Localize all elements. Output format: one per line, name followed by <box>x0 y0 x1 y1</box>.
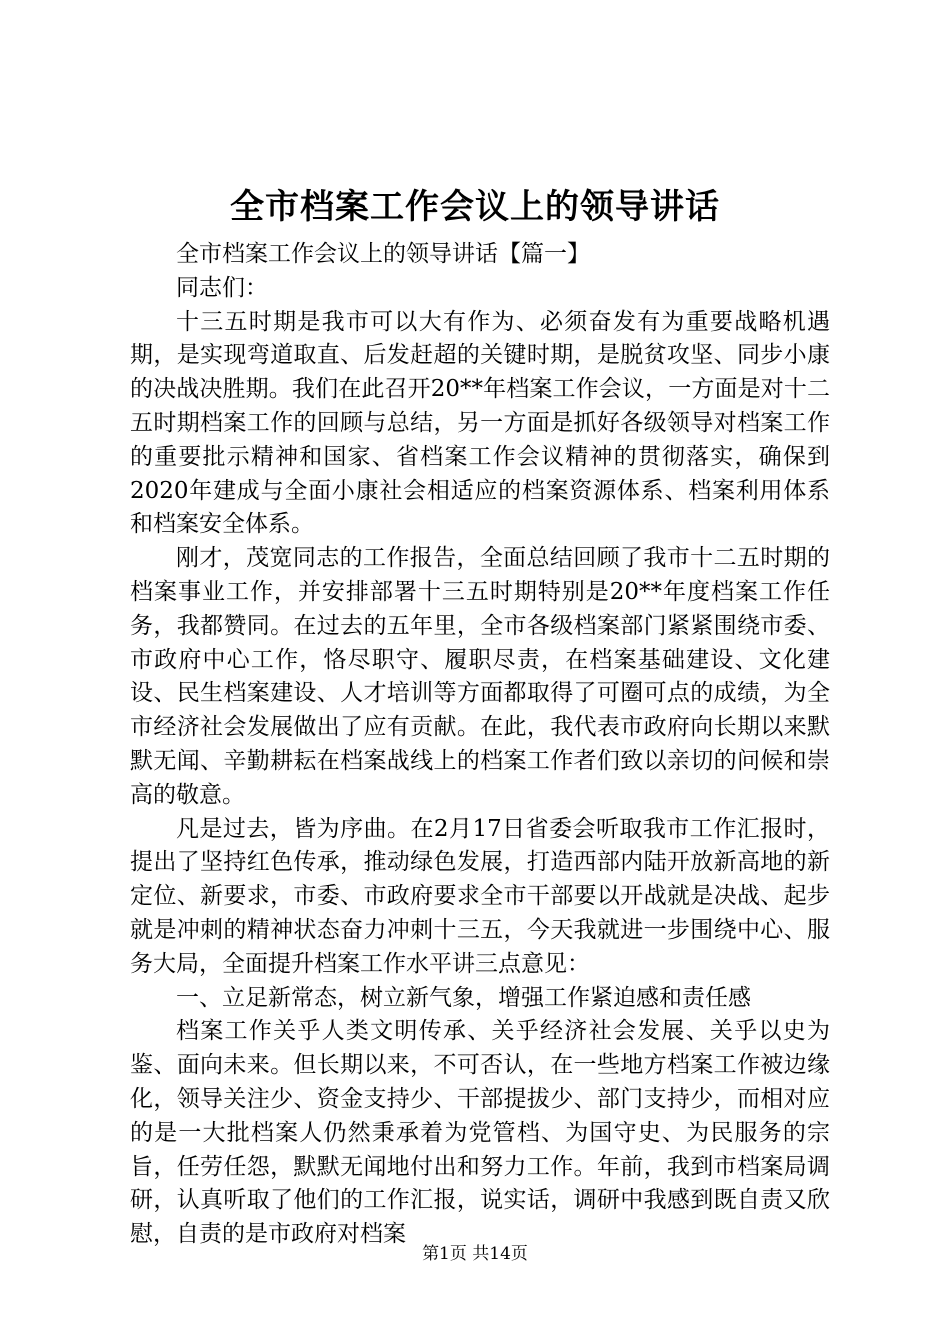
document-title: 全市档案工作会议上的领导讲话 <box>230 187 720 227</box>
body-paragraph: 十三五时期是我市可以大有作为、必须奋发有为重要战略机遇期，是实现弯道取直、后发赶超的关键时期，是脱贫攻坚、同步小康的决战决胜期。我们在此召开20**年档案工作会议，一方面是对十二五时期档案工作的回顾与总结，另一方面是抓好各级领导对档案工作的重要批示精神和国家、省档案工作会议精神的贯彻落实，确保到2020年建成与全面小康社会相适应的档案资源体系、档案利用体系和档案安全体系。 <box>130 308 830 538</box>
salutation: 同志们： <box>176 274 268 301</box>
body-paragraph: 档案工作关乎人类文明传承、关乎经济社会发展、关乎以史为鉴、面向未来。但长期以来，不可否认，在一些地方档案工作被边缘化，领导关注少、资金支持少、干部提拔少、部门支持少，而相对应的是一大批档案人仍然秉承着为党管档、为国守史、为民服务的宗旨，任劳任怨，默默无闻地付出和努力工作。年前，我到市档案局调研，认真听取了他们的工作汇报，说实话，调研中我感到既自责又欣慰，自责的是市政府对档案 <box>130 1018 830 1248</box>
document-body <box>130 238 830 1252</box>
body-paragraph: 凡是过去，皆为序曲。在2月17日省委会听取我市工作汇报时，提出了坚持红色传承，推动绿色发展，打造西部内陆开放新高地的新定位、新要求，市委、市政府要求全市干部要以开战就是决战、起步就是冲刺的精神状态奋力冲刺十三五，今天我就进一步围绕中心、服务大局，全面提升档案工作水平讲三点意见： <box>130 815 830 977</box>
subsection-heading: 一、立足新常态，树立新气象，增强工作紧迫感和责任感 <box>176 984 751 1011</box>
section-heading: 全市档案工作会议上的领导讲话【篇一】 <box>176 241 590 267</box>
page-footer: 第1页 共14页 <box>422 1244 528 1264</box>
body-paragraph: 刚才，茂宽同志的工作报告，全面总结回顾了我市十二五时期的档案事业工作，并安排部署十三五时期特别是20**年度档案工作任务，我都赞同。在过去的五年里，全市各级档案部门紧紧围绕市委、市政府中心工作，恪尽职守、履职尽责，在档案基础建设、文化建设、民生档案建设、人才培训等方面都取得了可圈可点的成绩，为全市经济社会发展做出了应有贡献。在此，我代表市政府向长期以来默默无闻、辛勤耕耘在档案战线上的档案工作者们致以亲切的问候和崇高的敬意。 <box>130 545 830 808</box>
